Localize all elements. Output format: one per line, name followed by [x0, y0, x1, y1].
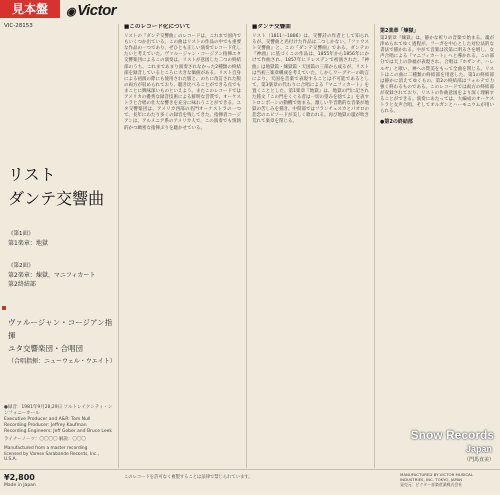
- chorus: （合唱指揮：ニューウェル・ウエイト）: [8, 358, 116, 365]
- column-1-text: リストの『ダンテ交響曲』のレコードは、これまで国内でもいくつか出ている。この曲はリストの作品の中でも重要な作品の一つであり、ぜひとも正しい演奏でレコード化したいと考えていた。ヴァルージャン・コージアン指揮ユタ交響楽団によるこの演奏は、リストが意図した二つの終結部のうち、これまであまり演奏されなかった2種類の終結部を録音しているところに大きな価値がある。リスト自身による初演の際にも使用された版と、のちに改訂された版の両方が収められており、聴き比べることができる点でもまことに興味深いものといえよう。またこのレコードではアメリカの優秀な録音技術による鮮明な音質で、オーケストラと合唱の壮大な響きを充分に味わうことができる。ユタ交響楽団は、アメリカ西部の名門オーケストラの一つで、長年にわたり多くの録音を残してきた。指揮者コージアンは、アルメニア系のアメリカ人で、この演奏でも情熱的かつ緻密な指揮ぶりを聴かせている。: [124, 34, 241, 131]
- divider: [246, 24, 247, 468]
- manufacturer-info: MANUFACTURED BY VICTOR MUSICAL INDUSTRIES, INC. TOKYO, JAPAN 発売元：ビクター音楽産業株式会社: [400, 472, 473, 487]
- orchestra: ユタ交響楽団・合唱団: [8, 344, 83, 353]
- side1-track: 第1楽章：地獄: [8, 240, 48, 247]
- watermark-text: Snow Records: [410, 428, 494, 442]
- watermark-subtext: Japan: [465, 444, 492, 454]
- sample-badge: 見本盤: [0, 0, 60, 18]
- column-2: [252, 24, 369, 464]
- work-title: ダンテ交響曲: [8, 189, 105, 208]
- victor-logo: ◉ Victor: [66, 2, 117, 19]
- side2-track1: 第2楽章：煉獄、マニフィカート: [8, 272, 96, 279]
- notes-author: （門馬直美）: [463, 457, 494, 463]
- column-1-heading: ■このレコード化について: [124, 24, 191, 30]
- conductor: ヴァルージャン・コージアン指揮: [8, 318, 113, 340]
- divider: [374, 24, 375, 468]
- divider: [118, 24, 119, 468]
- column-3-subheading-2: ●第2の終結部: [380, 119, 413, 126]
- made-in-japan: Made in Japan: [4, 483, 36, 488]
- column-1: [124, 24, 241, 464]
- bullet-mark: [2, 306, 6, 310]
- column-2-text: リスト（1811〜1886）は、交響詩の作者として知られるが、交響曲と名付けた作品は二つしかない。『ファウスト交響曲』と、この『ダンテ交響曲』である。ダンテの『神曲』に基づくこの作品は、1855年から1856年にかけて作曲され、1857年にドレスデンで初演された。『神曲』は地獄篇・煉獄篇・天国篇の三部から成るが、リストは当初三楽章構成を考えていた。しかしワーグナーの助言により、天国を音楽で表現することは不可能であるとして、第3楽章の代わりに合唱による『マニフィカート』を置くこととした。第1楽章『地獄』は、地獄の門に記された銘文『この門をくぐる者は一切の望みを捨てよ』を表すトロンボーンの動機で始まる。激しい半音階的な音楽が地獄の苦しみを描き、中間部ではフランチェスカとパオロの悲恋のエピソードが美しく歌われる。再び地獄の嵐が吹き荒れて楽章を閉じる。: [252, 34, 369, 125]
- performers: [8, 316, 118, 368]
- composer-title: リスト: [8, 165, 56, 184]
- column-3: [380, 24, 494, 444]
- side1-label: 《第1面》: [8, 231, 34, 237]
- victor-dog-icon: ◉: [66, 6, 76, 18]
- catalog-number: VIC-28153: [4, 23, 33, 29]
- column-3-text: 第2楽章『煉獄』は、静かな祈りの音楽で始まる。魂が浄められてゆく過程が、フーガを中心とした対位法的な書法で描かれる。やがて音楽は次第に明るさを増し、女声合唱による『マニフィカート』へと導かれる。この部分では天上の浄福が表現され、合唱は『ホザンナ、ハレルヤ』と歌い、神への賛美をもって全曲を閉じる。リストはこの曲に二種類の終結部を用意した。第1の終結部は静かに消えてゆくもの、第2の終結部はフォルテで力強く終わるものである。このレコードでは両方の終結部が収録されており、リストの作曲意図をより深く理解することができる。演奏にあたっては、大編成のオーケストラと女声合唱、そしてオルガンとハーモニウムが用いられる。: [380, 36, 494, 115]
- track-list: [8, 230, 118, 289]
- recording-credits: ●録音：1981年9月28,29日 ソルトレイクシティ・シンフォニーホール Executive Producer and A&R: Tom Null Recording Producer: Jeffrey Kaufman Recording Engineers: Jeff Gober and Bruce Leek ライナーノーツ：〇〇〇〇 解説：〇〇〇: [4, 405, 113, 442]
- side2-label: 《第2面》: [8, 263, 34, 269]
- copyright-note: このレコードを許可なく複製することは法律で禁じられています。: [124, 475, 253, 480]
- manufactured-note: Manufactured from a master recording licensed by Varese Sarabande Records, Inc., U.S.A.: [4, 446, 100, 462]
- side2-track2: 第2終結部: [8, 281, 36, 288]
- column-3-subheading-1: 第2楽章「煉獄」: [380, 28, 419, 34]
- column-2-heading: ■ダンテ交響曲: [252, 24, 291, 30]
- price: ¥2,800: [4, 473, 35, 482]
